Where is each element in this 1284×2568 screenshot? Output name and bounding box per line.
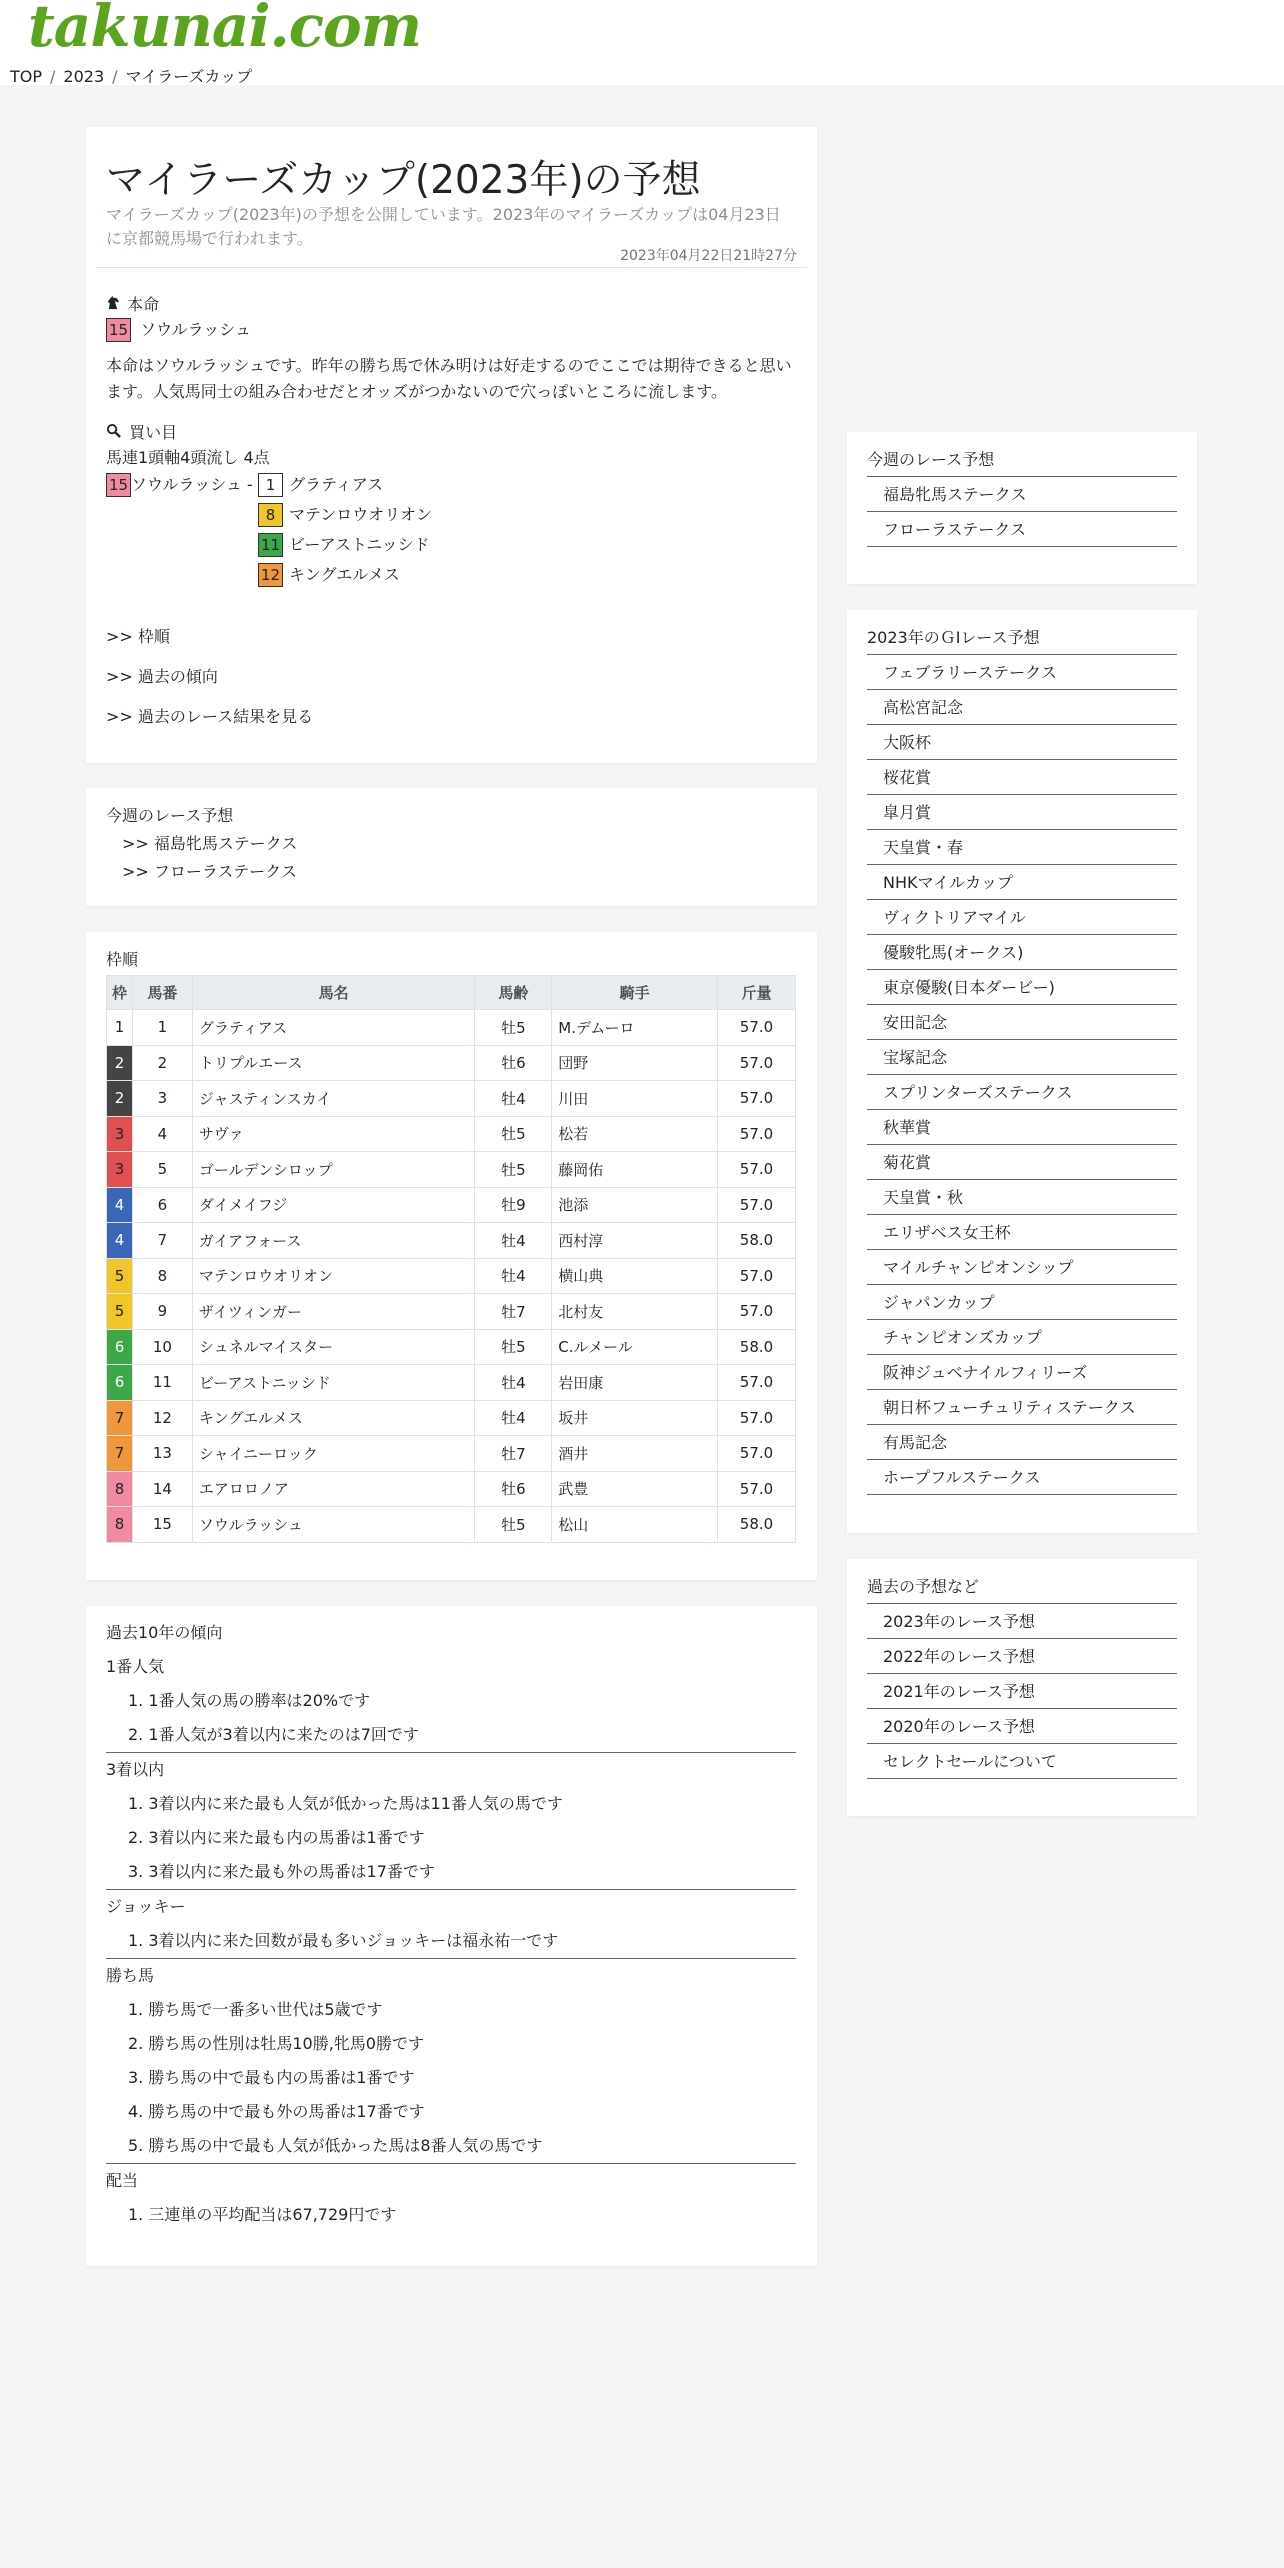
cell-name: ソウルラッシュ [192, 1507, 474, 1543]
cell-weight: 58.0 [718, 1507, 796, 1543]
cell-waku: 4 [107, 1223, 133, 1259]
col-jockey: 騎手 [552, 976, 718, 1010]
kaime-partner [258, 502, 432, 527]
horse-icon [106, 295, 122, 314]
table-row [107, 1187, 796, 1223]
axis-number: 15 [106, 473, 131, 497]
cell-waku: 1 [107, 1010, 133, 1046]
trend-group-heading: ジョッキー [106, 1897, 186, 1916]
sidebar-week-title: 今週のレース予想 [867, 442, 1177, 477]
cell-age: 牡7 [475, 1436, 552, 1472]
partner-number: 8 [258, 503, 283, 527]
cell-jockey: 松山 [552, 1507, 718, 1543]
trend-item: 1. 1番人気の馬の勝率は20%です [128, 1691, 371, 1710]
cell-age: 牡4 [475, 1081, 552, 1117]
sidebar-g1-item[interactable]: 阪神ジュベナイルフィリーズ [867, 1355, 1177, 1390]
sidebar-week-item[interactable]: フローラステークス [867, 512, 1177, 547]
kaime-partner [258, 562, 400, 587]
article-card [86, 127, 817, 763]
sidebar-g1-item[interactable]: 菊花賞 [867, 1145, 1177, 1180]
sidebar-g1-item[interactable]: スプリンターズステークス [867, 1075, 1177, 1110]
sidebar-g1-item[interactable]: 桜花賞 [867, 760, 1177, 795]
link-trends[interactable]: >> 過去の傾向 [106, 667, 218, 686]
trends-list [106, 1616, 796, 2232]
cell-age: 牡5 [475, 1010, 552, 1046]
sidebar-g1-list [867, 620, 1177, 1495]
cell-number: 7 [132, 1223, 192, 1259]
table-row [107, 1507, 796, 1543]
breadcrumb-separator: / [112, 67, 118, 86]
cell-number: 12 [132, 1400, 192, 1436]
sidebar-g1-item[interactable]: 東京優駿(日本ダービー) [867, 970, 1177, 1005]
trend-item: 1. 勝ち馬で一番多い世代は5歳です [128, 2000, 383, 2019]
cell-jockey: 池添 [552, 1187, 718, 1223]
link-past-results[interactable]: >> 過去のレース結果を見る [106, 707, 314, 726]
cell-weight: 57.0 [718, 1365, 796, 1401]
sidebar-past-item[interactable]: 2023年のレース予想 [867, 1604, 1177, 1639]
cell-age: 牡6 [475, 1471, 552, 1507]
cell-age: 牡4 [475, 1223, 552, 1259]
sidebar-g1-item[interactable]: ジャパンカップ [867, 1285, 1177, 1320]
cell-jockey: 北村友 [552, 1294, 718, 1330]
cell-number: 15 [132, 1507, 192, 1543]
sidebar-g1-item[interactable]: 天皇賞・春 [867, 830, 1177, 865]
site-header [0, 0, 1284, 85]
table-header-row [107, 976, 796, 1010]
sidebar-g1-title: 2023年のＧⅠレース予想 [867, 620, 1177, 655]
cell-waku: 7 [107, 1400, 133, 1436]
table-row [107, 1045, 796, 1081]
cell-jockey: 松若 [552, 1116, 718, 1152]
table-row [107, 1294, 796, 1330]
kaime-partner [258, 532, 430, 557]
cell-name: ビーアストニッシド [192, 1365, 474, 1401]
cell-name: ダイメイフジ [192, 1187, 474, 1223]
divider [96, 267, 807, 268]
table-row [107, 1258, 796, 1294]
table-row [107, 1329, 796, 1365]
cell-number: 2 [132, 1045, 192, 1081]
this-week-title: 今週のレース予想 [106, 806, 234, 825]
cell-age: 牡4 [475, 1258, 552, 1294]
honmei-number: 15 [106, 318, 131, 342]
sidebar-g1-item[interactable]: 有馬記念 [867, 1425, 1177, 1460]
table-row [107, 1116, 796, 1152]
cell-name: トリプルエース [192, 1045, 474, 1081]
trend-item: 5. 勝ち馬の中で最も人気が低かった馬は8番人気の馬です [128, 2136, 543, 2155]
sidebar-g1-item[interactable]: 朝日杯フューチュリティステークス [867, 1390, 1177, 1425]
axis-horse: ソウルラッシュ - [131, 475, 253, 494]
cell-weight: 58.0 [718, 1329, 796, 1365]
breadcrumb [10, 64, 252, 87]
cell-weight: 57.0 [718, 1400, 796, 1436]
sidebar-past-title: 過去の予想など [867, 1569, 1177, 1604]
sidebar-g1-item[interactable]: 優駿牝馬(オークス) [867, 935, 1177, 970]
kaime-axis [106, 472, 253, 497]
table-row [107, 1471, 796, 1507]
breadcrumb-top[interactable]: TOP [10, 67, 43, 86]
breadcrumb-separator: / [50, 67, 56, 86]
cell-age: 牡5 [475, 1507, 552, 1543]
cell-number: 13 [132, 1436, 192, 1472]
partner-horse: グラティアス [289, 475, 384, 494]
cell-name: ガイアフォース [192, 1223, 474, 1259]
col-name: 馬名 [192, 976, 474, 1010]
cell-name: ジャスティンスカイ [192, 1081, 474, 1117]
cell-weight: 57.0 [718, 1471, 796, 1507]
cell-weight: 57.0 [718, 1436, 796, 1472]
cell-waku: 3 [107, 1152, 133, 1188]
honmei-heading [106, 292, 159, 315]
waku-title: 枠順 [106, 950, 139, 969]
sidebar-g1-item[interactable]: ヴィクトリアマイル [867, 900, 1177, 935]
cell-number: 14 [132, 1471, 192, 1507]
cell-waku: 6 [107, 1329, 133, 1365]
trend-item: 1. 3着以内に来た最も人気が低かった馬は11番人気の馬です [128, 1794, 563, 1813]
kaime-partner [258, 472, 383, 497]
honmei-horse: ソウルラッシュ [140, 320, 251, 339]
cell-name: シュネルマイスター [192, 1329, 474, 1365]
cell-jockey: 武豊 [552, 1471, 718, 1507]
cell-jockey: 横山典 [552, 1258, 718, 1294]
sidebar-g1-item[interactable]: 天皇賞・秋 [867, 1180, 1177, 1215]
sidebar-past-item[interactable]: 2020年のレース予想 [867, 1709, 1177, 1744]
sidebar-g1-item[interactable]: 大阪杯 [867, 725, 1177, 760]
cell-waku: 2 [107, 1045, 133, 1081]
cell-waku: 8 [107, 1507, 133, 1543]
cell-name: キングエルメス [192, 1400, 474, 1436]
table-row [107, 1365, 796, 1401]
cell-name: ザイツィンガー [192, 1294, 474, 1330]
cell-name: エアロロノア [192, 1471, 474, 1507]
cell-number: 9 [132, 1294, 192, 1330]
partner-number: 12 [258, 563, 283, 587]
cell-waku: 3 [107, 1116, 133, 1152]
sidebar-g1-item[interactable]: チャンピオンズカップ [867, 1320, 1177, 1355]
cell-jockey: 西村淳 [552, 1223, 718, 1259]
cell-number: 5 [132, 1152, 192, 1188]
cell-weight: 57.0 [718, 1045, 796, 1081]
trend-group-heading: 勝ち馬 [106, 1966, 155, 1985]
this-week-card [86, 788, 817, 906]
partner-horse: キングエルメス [289, 565, 400, 584]
partner-number: 11 [258, 533, 283, 557]
trend-item: 4. 勝ち馬の中で最も外の馬番は17番です [128, 2102, 425, 2121]
link-waku[interactable]: >> 枠順 [106, 627, 170, 646]
kaime-description: 馬連1頭軸4頭流し 4点 [106, 448, 270, 467]
col-number: 馬番 [132, 976, 192, 1010]
cell-age: 牡5 [475, 1152, 552, 1188]
cell-number: 1 [132, 1010, 192, 1046]
sidebar-g1-item[interactable]: 高松宮記念 [867, 690, 1177, 725]
article-lead: マイラーズカップ(2023年)の予想を公開しています。2023年のマイラーズカップは04月23日に京都競馬場で行われます。 [106, 205, 781, 248]
table-row [107, 1400, 796, 1436]
cell-waku: 6 [107, 1365, 133, 1401]
cell-weight: 57.0 [718, 1081, 796, 1117]
sidebar-g1-item[interactable]: フェブラリーステークス [867, 655, 1177, 690]
cell-number: 11 [132, 1365, 192, 1401]
col-waku: 枠 [107, 976, 133, 1010]
trend-item: 2. 1番人気が3着以内に来たのは7回です [128, 1725, 419, 1744]
cell-name: ゴールデンシロップ [192, 1152, 474, 1188]
cell-name: サヴァ [192, 1116, 474, 1152]
this-week-link-flora[interactable]: >> フローラステークス [122, 862, 297, 881]
cell-weight: 57.0 [718, 1116, 796, 1152]
cell-number: 3 [132, 1081, 192, 1117]
col-weight: 斤量 [718, 976, 796, 1010]
cell-number: 6 [132, 1187, 192, 1223]
cell-age: 牡6 [475, 1045, 552, 1081]
cell-number: 4 [132, 1116, 192, 1152]
sidebar-week-item[interactable]: 福島牝馬ステークス [867, 477, 1177, 512]
partner-number: 1 [258, 473, 283, 497]
sidebar-week-card [847, 432, 1197, 584]
cell-age: 牡4 [475, 1365, 552, 1401]
this-week-link-fukushima[interactable]: >> 福島牝馬ステークス [122, 834, 298, 853]
page-title: マイラーズカップ(2023年)の予想 [106, 158, 701, 203]
kaime-label: 買い目 [129, 423, 178, 442]
cell-waku: 2 [107, 1081, 133, 1117]
table-row [107, 1010, 796, 1046]
cell-name: シャイニーロック [192, 1436, 474, 1472]
trend-item: 2. 勝ち馬の性別は牡馬10勝,牝馬0勝です [128, 2034, 424, 2053]
sidebar-past-list [867, 1569, 1177, 1779]
cell-waku: 5 [107, 1258, 133, 1294]
cell-age: 牡7 [475, 1294, 552, 1330]
cell-jockey: 団野 [552, 1045, 718, 1081]
trend-item: 1. 三連単の平均配当は67,729円です [128, 2205, 397, 2224]
col-age: 馬齢 [475, 976, 552, 1010]
sidebar-g1-item[interactable]: 宝塚記念 [867, 1040, 1177, 1075]
sidebar-g1-item[interactable]: 安田記念 [867, 1005, 1177, 1040]
sidebar-past-card [847, 1559, 1197, 1816]
cell-jockey: 坂井 [552, 1400, 718, 1436]
honmei-pick [106, 317, 251, 342]
site-logo[interactable]: takunai.com [28, 0, 422, 60]
post-date: 2023年04月22日21時27分 [620, 248, 797, 264]
cell-weight: 58.0 [718, 1223, 796, 1259]
article-body: 本命はソウルラッシュです。昨年の勝ち馬で休み明けは好走するのでここでは期待できると思います。人気馬同士の組み合わせだとオッズがつかないので穴っぽいところに流します。 [106, 356, 792, 401]
trend-group-heading: 1番人気 [106, 1657, 165, 1676]
cell-number: 8 [132, 1258, 192, 1294]
partner-horse: ビーアストニッシド [289, 535, 430, 554]
sidebar-g1-item[interactable]: マイルチャンピオンシップ [867, 1250, 1177, 1285]
cell-age: 牡4 [475, 1400, 552, 1436]
trend-item: 3. 勝ち馬の中で最も内の馬番は1番です [128, 2068, 415, 2087]
cell-weight: 57.0 [718, 1294, 796, 1330]
sidebar-past-item[interactable]: セレクトセールについて [867, 1744, 1177, 1779]
honmei-label: 本命 [127, 295, 160, 314]
sidebar-g1-item[interactable]: エリザベス女王杯 [867, 1215, 1177, 1250]
cell-weight: 57.0 [718, 1258, 796, 1294]
trend-item: 1. 3着以内に来た回数が最も多いジョッキーは福永祐一です [128, 1931, 559, 1950]
trends-card [86, 1606, 817, 2266]
cell-waku: 7 [107, 1436, 133, 1472]
sidebar-past-item[interactable]: 2022年のレース予想 [867, 1639, 1177, 1674]
trend-item: 2. 3着以内に来た最も内の馬番は1番です [128, 1828, 425, 1847]
cell-weight: 57.0 [718, 1187, 796, 1223]
trend-group-heading: 3着以内 [106, 1760, 165, 1779]
cell-jockey: C.ルメール [552, 1329, 718, 1365]
cell-number: 10 [132, 1329, 192, 1365]
waku-card [86, 932, 817, 1580]
cell-jockey: 藤岡佑 [552, 1152, 718, 1188]
sidebar-g1-item[interactable]: 秋華賞 [867, 1110, 1177, 1145]
sidebar-g1-card [847, 610, 1197, 1533]
breadcrumb-current: マイラーズカップ [125, 67, 253, 86]
cell-age: 牡5 [475, 1329, 552, 1365]
partner-horse: マテンロウオリオン [289, 505, 433, 524]
table-row [107, 1081, 796, 1117]
table-row [107, 1223, 796, 1259]
cell-waku: 8 [107, 1471, 133, 1507]
cell-weight: 57.0 [718, 1152, 796, 1188]
cell-name: マテンロウオリオン [192, 1258, 474, 1294]
sidebar-g1-item[interactable]: 皐月賞 [867, 795, 1177, 830]
cell-waku: 4 [107, 1187, 133, 1223]
cell-age: 牡9 [475, 1187, 552, 1223]
table-row [107, 1436, 796, 1472]
cell-name: グラティアス [192, 1010, 474, 1046]
cell-jockey: 酒井 [552, 1436, 718, 1472]
sidebar-past-item[interactable]: 2021年のレース予想 [867, 1674, 1177, 1709]
cell-jockey: M.デムーロ [552, 1010, 718, 1046]
cell-weight: 57.0 [718, 1010, 796, 1046]
sidebar-g1-item[interactable]: NHKマイルカップ [867, 865, 1177, 900]
trends-title: 過去10年の傾向 [106, 1623, 223, 1642]
trend-item: 3. 3着以内に来た最も外の馬番は17番です [128, 1862, 435, 1881]
sidebar-week-list [867, 442, 1177, 547]
sidebar-g1-item[interactable]: ホープフルステークス [867, 1460, 1177, 1495]
entry-table [106, 975, 796, 1543]
kaime-heading [106, 420, 177, 443]
search-icon [106, 423, 124, 442]
breadcrumb-year[interactable]: 2023 [63, 67, 105, 86]
table-row [107, 1152, 796, 1188]
trend-group-heading: 配当 [106, 2171, 139, 2190]
cell-age: 牡5 [475, 1116, 552, 1152]
cell-jockey: 川田 [552, 1081, 718, 1117]
cell-jockey: 岩田康 [552, 1365, 718, 1401]
cell-waku: 5 [107, 1294, 133, 1330]
